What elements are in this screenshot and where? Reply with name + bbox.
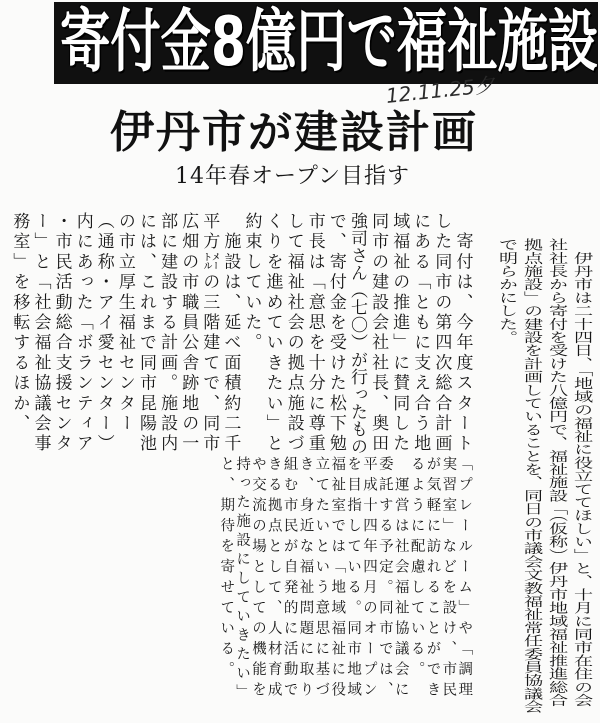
- body-text-column: 部に建設する計画。施設内: [157, 212, 178, 455]
- lead-text-column: 拠点施設」の建設を計画していることを、同日の市議会文教福祉常任委員協議会: [520, 238, 542, 714]
- body-text-column: 内にあった「ボランティア: [72, 212, 93, 455]
- body-text-column: 実習室」などを設け、市民: [440, 456, 457, 702]
- body-text-column: 運営は社会福祉協議会に: [392, 456, 409, 702]
- body-text-column: 同市の建設会社社長、奥田: [368, 212, 389, 455]
- body-text-column: 広畑の市職員公舎跡地の一: [178, 212, 199, 455]
- headline-banner: [54, 2, 598, 84]
- body-text-column: で、寄付金を受けた松下勉: [325, 212, 346, 455]
- body-text-column: 寄付は、今年度スタート: [452, 212, 473, 455]
- body-text-column: 市長は「意思を十分に尊重: [304, 212, 325, 455]
- body-text-column: 務室」を移転するほか、: [9, 212, 30, 435]
- body-text-column: 強司さん（七〇）が行ったもの: [347, 212, 367, 455]
- body-text-column: には、これまで同市昆陽池: [136, 212, 156, 455]
- lead-text-column: 社社長から寄付を受けた八億円で、福祉施設「（仮称）伊丹市地域福祉推進総合: [545, 238, 567, 707]
- body-text-column: 持った施設にしていきたい」: [234, 456, 251, 703]
- body-text-column: くりを進めていきたい」と: [262, 212, 283, 455]
- body-text-column: が気軽に訪れることができ: [424, 456, 441, 702]
- body-text-column: を目指している。同市地域: [345, 456, 362, 702]
- body-text-column: 組む市民が自発的に活動で: [281, 456, 298, 702]
- body-text-column: 施設は、延べ面積約二千: [220, 212, 241, 455]
- body-text-column: きる拠点として、人材育成: [265, 456, 282, 702]
- body-text-column: 平方㍍の三階建てで、同市: [199, 212, 220, 455]
- body-text-column: （通称・アイ愛センター）: [93, 212, 114, 455]
- body-text-column: るように配慮している。: [408, 456, 425, 682]
- body-text-column: 委託する予定。同市では、: [376, 456, 393, 702]
- main-headline: 伊丹市が建設計画: [110, 107, 478, 158]
- body-text-column: の市立厚生福祉センター: [114, 212, 135, 435]
- body-text-column: や交流の場としての機能を: [249, 456, 266, 702]
- handwritten-date-note: 12.11.25夕: [384, 72, 496, 108]
- body-text-column: 福祉室では「地域福祉に役: [329, 456, 346, 702]
- body-text-column: にある「ともに支え合う地: [410, 212, 431, 455]
- body-text-column: 域福祉の推進」に賛同した: [389, 212, 410, 455]
- body-text-column: 立てたいという意思に基づ: [313, 456, 330, 702]
- banner-headline: 寄付金8億円で福祉施設: [60, 3, 598, 82]
- lead-text-column: で明らかにした。: [495, 238, 517, 344]
- sub-headline: 14年春オープン目指す: [175, 164, 411, 189]
- body-text-column: ー」と「社会福祉協議会事: [30, 212, 51, 455]
- body-text-column: と、期待を寄せている。: [218, 456, 235, 682]
- body-text-column: き、身近な福祉問題に取り: [297, 456, 314, 702]
- body-text-column: 約束していた。: [241, 212, 262, 354]
- body-text-column: ・市民活動総合支援センタ: [51, 212, 72, 455]
- body-text-column: した同市の第四次総合計画: [431, 212, 452, 455]
- body-text-column: 「プレールーム」や「調理: [456, 456, 473, 702]
- body-text-column: 平成十四年四月のオープン: [361, 456, 378, 702]
- body-text-column: して福祉社会の拠点施設づ: [283, 212, 304, 455]
- lead-text-column: 伊丹市は二十四日、「地域の福祉に役立ててほしい」と、十月に同市在住の会: [570, 238, 592, 707]
